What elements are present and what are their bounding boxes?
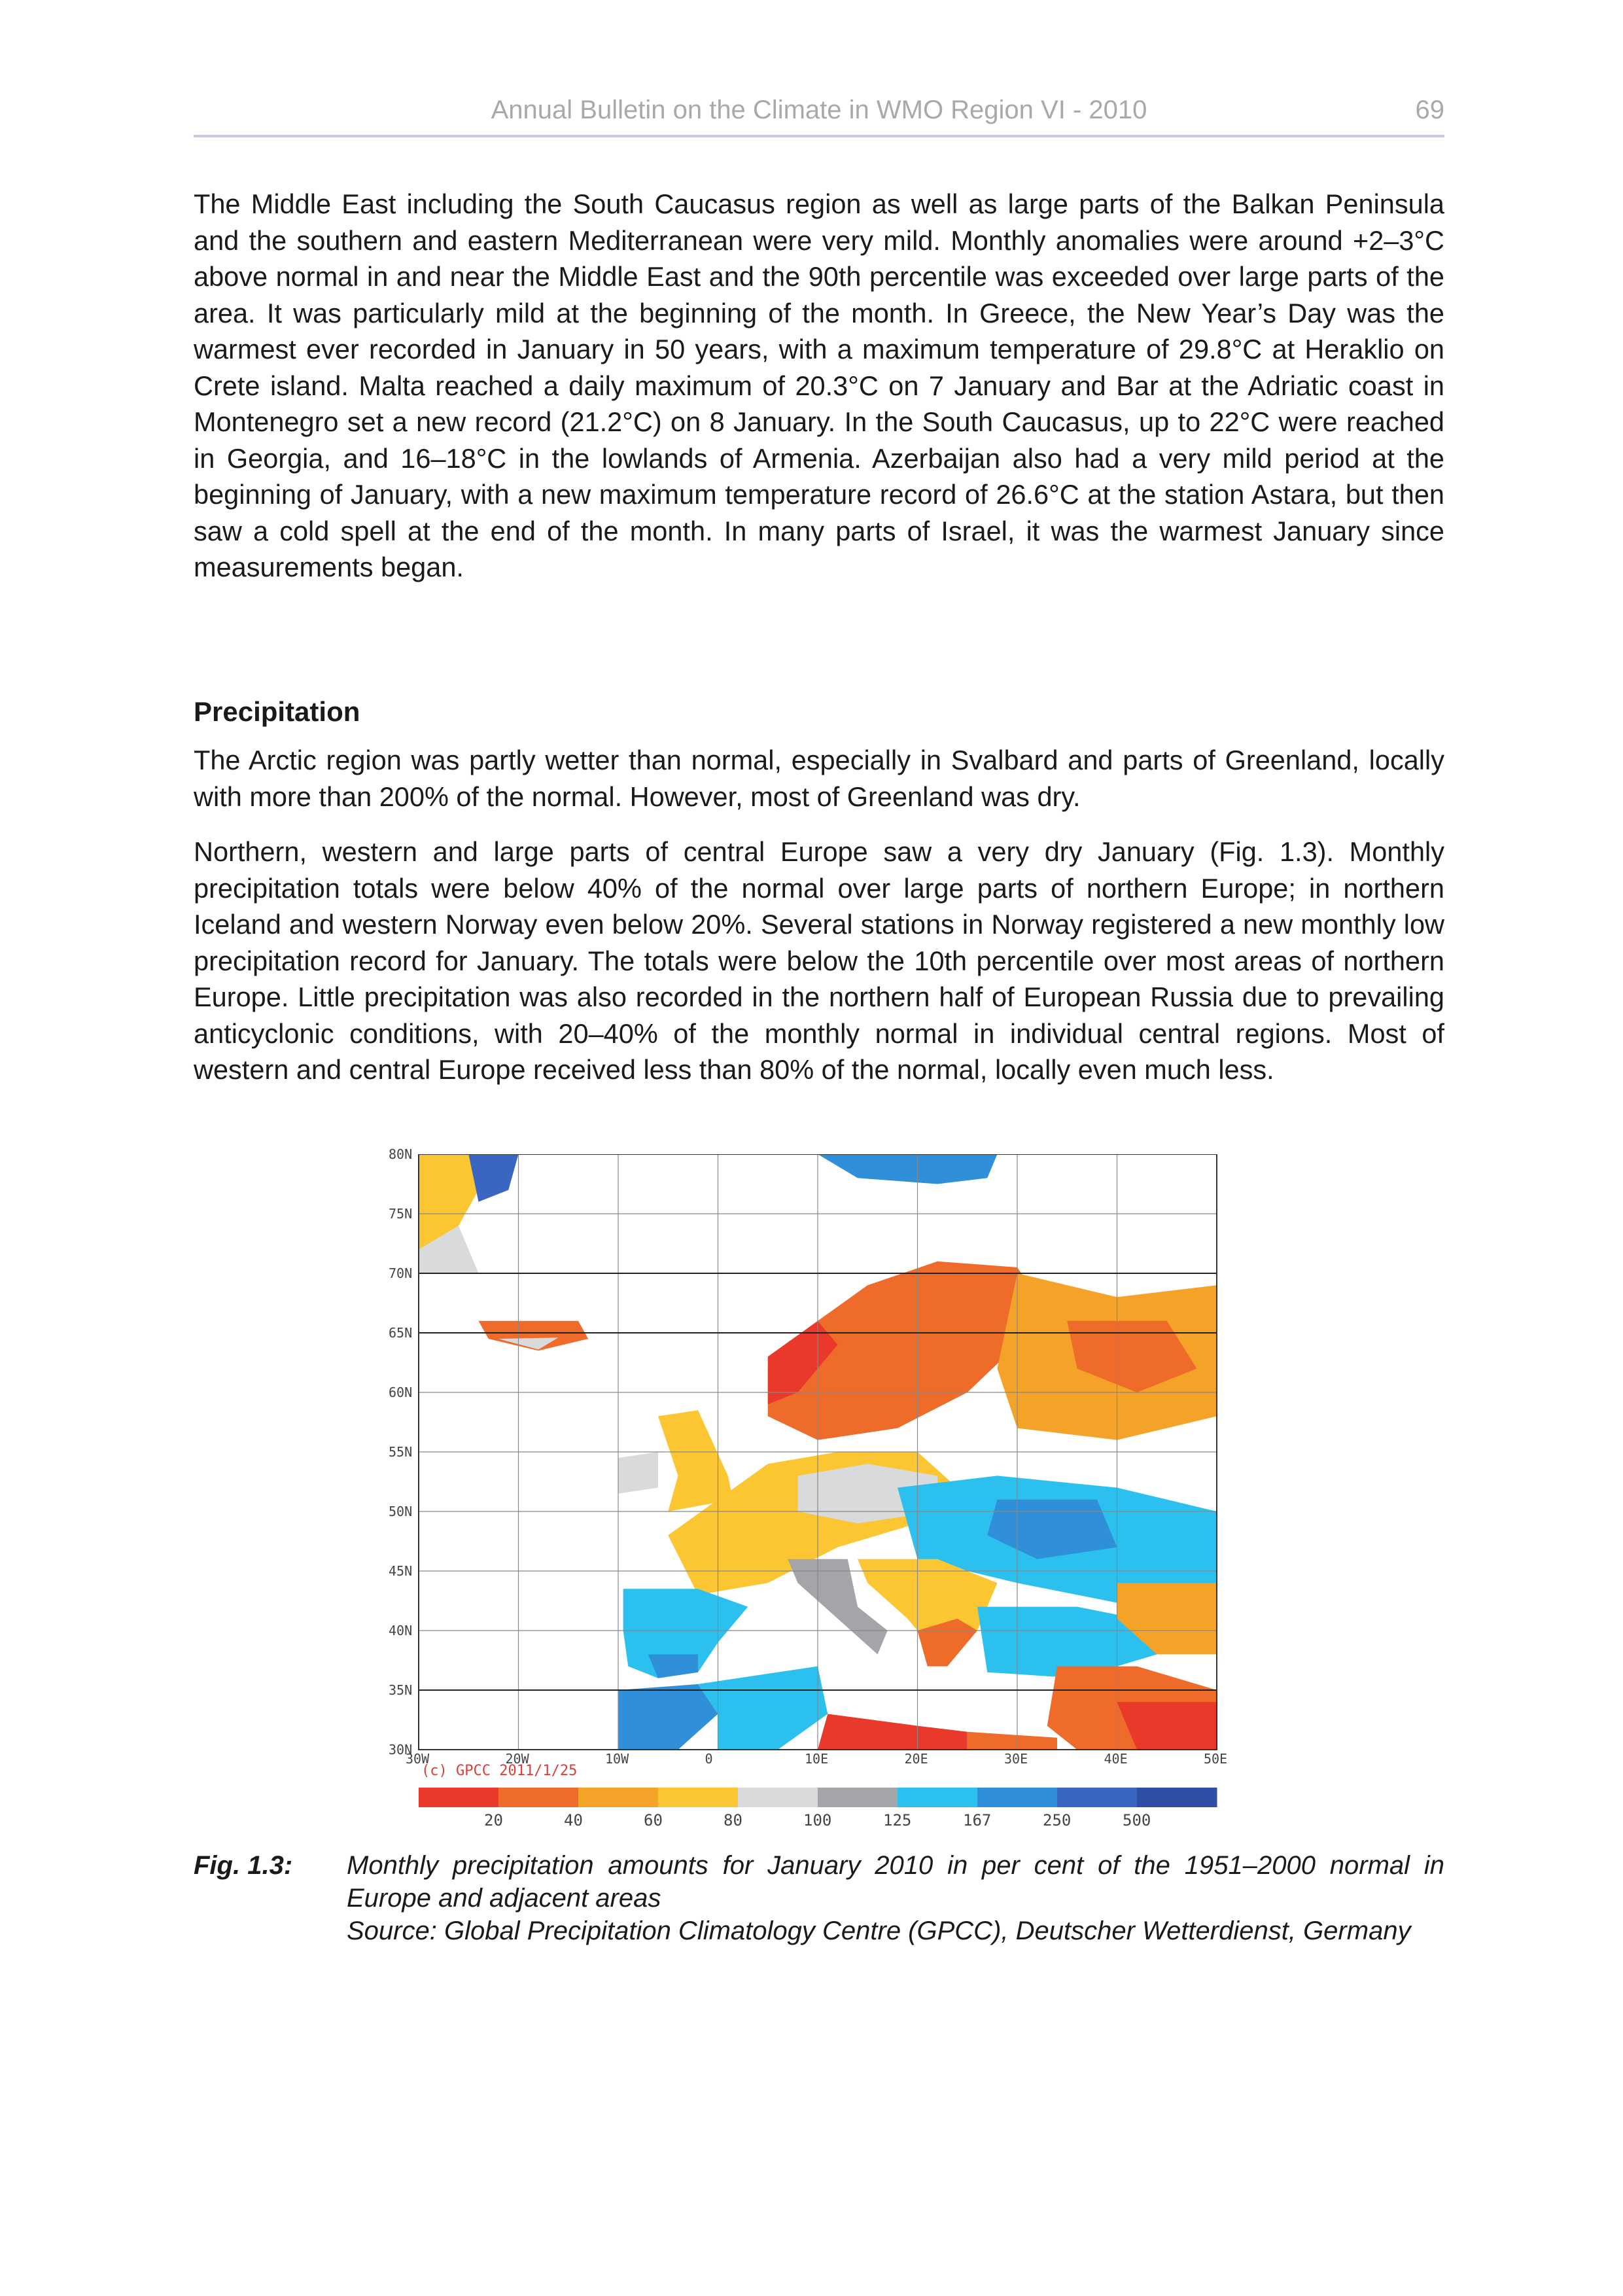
latitude-label: 30N: [389, 1742, 413, 1757]
legend-swatch: [898, 1788, 978, 1807]
legend-swatch: [977, 1788, 1058, 1807]
legend-swatch: [578, 1788, 659, 1807]
legend-label: 125: [883, 1811, 912, 1829]
legend-label: 250: [1043, 1811, 1072, 1829]
legend-color-bar: [419, 1788, 1217, 1807]
latitude-label: 65N: [389, 1325, 413, 1341]
latitude-label: 40N: [389, 1623, 413, 1638]
latitude-label: 55N: [389, 1444, 413, 1460]
precipitation-map-figure: [386, 1146, 1236, 1848]
caption-label: Fig. 1.3:: [194, 1851, 293, 1880]
longitude-label: 20E: [904, 1751, 928, 1767]
legend-label: 40: [564, 1811, 583, 1829]
paragraph-europe-dry: Northern, western and large parts of central Europe saw a very dry January (Fig. 1.3). Monthly precipitation totals were below 40% of the normal over large parts of northern Europe; in northern Iceland and western Norway even below 20%. Several stations in Norway registered a new monthly low precipitation record for January. The totals were below the 10th percentile over most areas of northern Europe. Little precipitation was also recorded in the northern half of European Russia due to prevailing anticyclonic conditions, with 20–40% of the monthly normal in individual central regions. Most of western and central Europe received less than 80% of the normal, locally even much less.: [194, 836, 1444, 1085]
page-header: [194, 96, 1444, 137]
longitude-label: 40E: [1104, 1751, 1128, 1767]
paragraph-arctic: The Arctic region was partly wetter than normal, especially in Svalbard and parts of Greenland, locally with more than 200% of the normal. However, most of Greenland was dry.: [194, 745, 1444, 812]
legend-swatch: [498, 1788, 579, 1807]
legend-swatch: [1137, 1788, 1217, 1807]
longitude-label: 30E: [1004, 1751, 1028, 1767]
latitude-label: 50N: [389, 1504, 413, 1519]
legend-label: 500: [1123, 1811, 1151, 1829]
header-title: Annual Bulletin on the Climate in WMO Region VI - 2010: [491, 96, 1147, 124]
longitude-label: 30W: [406, 1751, 430, 1767]
legend-swatch: [1057, 1788, 1138, 1807]
legend-label: 100: [803, 1811, 832, 1829]
legend-label: 60: [644, 1811, 663, 1829]
caption-source: Source: Global Precipitation Climatology Centre (GPCC), Deutscher Wetterdienst, Germany: [347, 1916, 1411, 1945]
latitude-label: 75N: [389, 1206, 413, 1222]
region-ireland: [618, 1452, 658, 1494]
section-heading-precipitation: Precipitation: [194, 696, 360, 727]
legend-swatch: [738, 1788, 818, 1807]
legend-swatch: [419, 1788, 499, 1807]
longitude-label: 0: [705, 1751, 713, 1767]
legend-label: 167: [963, 1811, 992, 1829]
legend-label: 80: [724, 1811, 742, 1829]
longitude-label: 50E: [1204, 1751, 1228, 1767]
latitude-label: 80N: [389, 1146, 413, 1162]
latitude-label: 60N: [389, 1385, 413, 1400]
latitude-label: 45N: [389, 1563, 413, 1579]
legend-swatch: [658, 1788, 739, 1807]
header-rule: [194, 135, 1444, 137]
caption-text: Monthly precipitation amounts for January 2010 in per cent of the 1951–2000 normal in Europe and adjacent areas: [347, 1851, 1444, 1913]
page-number: 69: [1415, 96, 1444, 124]
legend-label: 20: [484, 1811, 503, 1829]
latitude-label: 35N: [389, 1682, 413, 1698]
longitude-label: 10W: [605, 1751, 629, 1767]
legend-swatch: [818, 1788, 898, 1807]
precipitation-map: [386, 1154, 1236, 1848]
paragraph-middle-east: The Middle East including the South Caucasus region as well as large parts of the Balkan Peninsula and the southern and eastern Mediterranean were very mild. Monthly anomalies were around +2–3°C above normal in and near the Middle East and the 90th percentile was exceeded over large parts of the area. It was particularly mild at the beginning of the month. In Greece, the New Year’s Day was the warmest ever recorded in January in 50 years, with a maximum temperature of 29.8°C at Heraklio on Crete island. Malta reached a daily maximum of 20.3°C on 7 January and Bar at the Adriatic coast in Montenegro set a new record (21.2°C) on 8 January. In the South Caucasus, up to 22°C were reached in Georgia, and 16–18°C in the lowlands of Armenia. Azerbaijan also had a very mild period at the beginning of January, with a new maximum temperature record of 26.6°C at the station Astara, but then saw a cold spell at the end of the month. In many parts of Israel, it was the warmest January since measurements began.: [194, 188, 1444, 582]
map-copyright: (c) GPCC 2011/1/25: [421, 1763, 578, 1779]
latitude-label: 70N: [389, 1265, 413, 1281]
longitude-label: 20W: [505, 1751, 529, 1767]
longitude-label: 10E: [805, 1751, 829, 1767]
